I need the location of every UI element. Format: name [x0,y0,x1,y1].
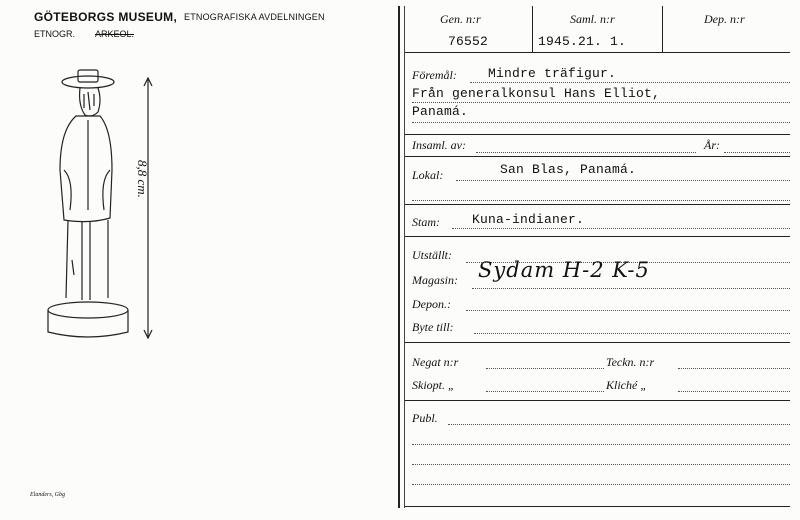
foremal-value: Mindre träfigur. [488,66,617,81]
arkeol-label: ARKEOL. [95,29,135,39]
dotted-rule [412,102,790,103]
stam-label: Stam: [412,215,440,229]
dotted-rule [470,82,790,83]
utstallt-label: Utställt: [412,248,453,262]
dotted-rule [412,464,790,465]
dotted-rule [456,180,790,181]
museum-name: GÖTEBORGS MUSEUM, [34,10,178,24]
negat-label: Negat n:r [412,355,459,369]
lokal-value: San Blas, Panamá. [500,162,637,177]
dep-nr-label: Dep. n:r [704,12,745,26]
gen-nr-label: Gen. n:r [440,12,481,26]
card-divider-inner [404,6,405,508]
row-rule [405,52,790,53]
magasin-label: Magasin: [412,273,458,287]
row-rule [405,236,790,237]
stam-value: Kuna-indianer. [472,212,585,227]
dotted-rule [476,152,696,153]
magasin-value: Sydam H-2 K-5 [478,258,650,282]
department-name: ETNOGRAFISKA AVDELNINGEN [184,12,325,22]
measurement-label: 8,8 cm. [135,160,150,198]
kliche-label: Kliché „ [606,378,647,392]
dotted-rule [448,424,790,425]
figure-sketch [30,60,170,350]
dotted-rule [412,122,790,123]
dotted-rule [678,368,790,369]
skiopt-label: Skiopt. „ [412,378,455,392]
row-rule [405,156,790,157]
column-separator [662,6,663,52]
insaml-label: Insaml. av: [412,138,466,152]
dotted-rule [474,333,790,334]
row-rule [405,134,790,135]
dotted-rule [486,391,604,392]
row-rule [405,204,790,205]
row-rule [405,400,790,401]
dotted-rule [486,368,604,369]
row-rule [405,342,790,343]
saml-nr-value: 1945.21. 1. [538,34,627,49]
etnogr-label: ETNOGR. [34,29,76,39]
foremal-line2: Från generalkonsul Hans Elliot, [412,86,661,101]
byte-label: Byte till: [412,320,454,334]
gen-nr-value: 76552 [448,34,489,49]
printer-credit: Elanders, Gbg [30,492,65,498]
dotted-rule [466,310,790,311]
dotted-rule [412,444,790,445]
teckn-label: Teckn. n:r [606,355,655,369]
foremal-line3: Panamá. [412,104,469,119]
foremal-label: Föremål: [412,68,457,82]
saml-nr-label: Saml. n:r [570,12,615,26]
dotted-rule [412,484,790,485]
lokal-label: Lokal: [412,168,444,182]
column-separator [532,6,533,52]
ar-label: År: [704,138,720,152]
depon-label: Depon.: [412,297,451,311]
dotted-rule [724,152,790,153]
card-divider [398,6,400,508]
dotted-rule [452,228,790,229]
dotted-rule [472,288,790,289]
publ-label: Publ. [412,411,438,425]
dotted-rule [678,391,790,392]
row-rule [405,506,790,507]
dotted-rule [412,200,790,201]
